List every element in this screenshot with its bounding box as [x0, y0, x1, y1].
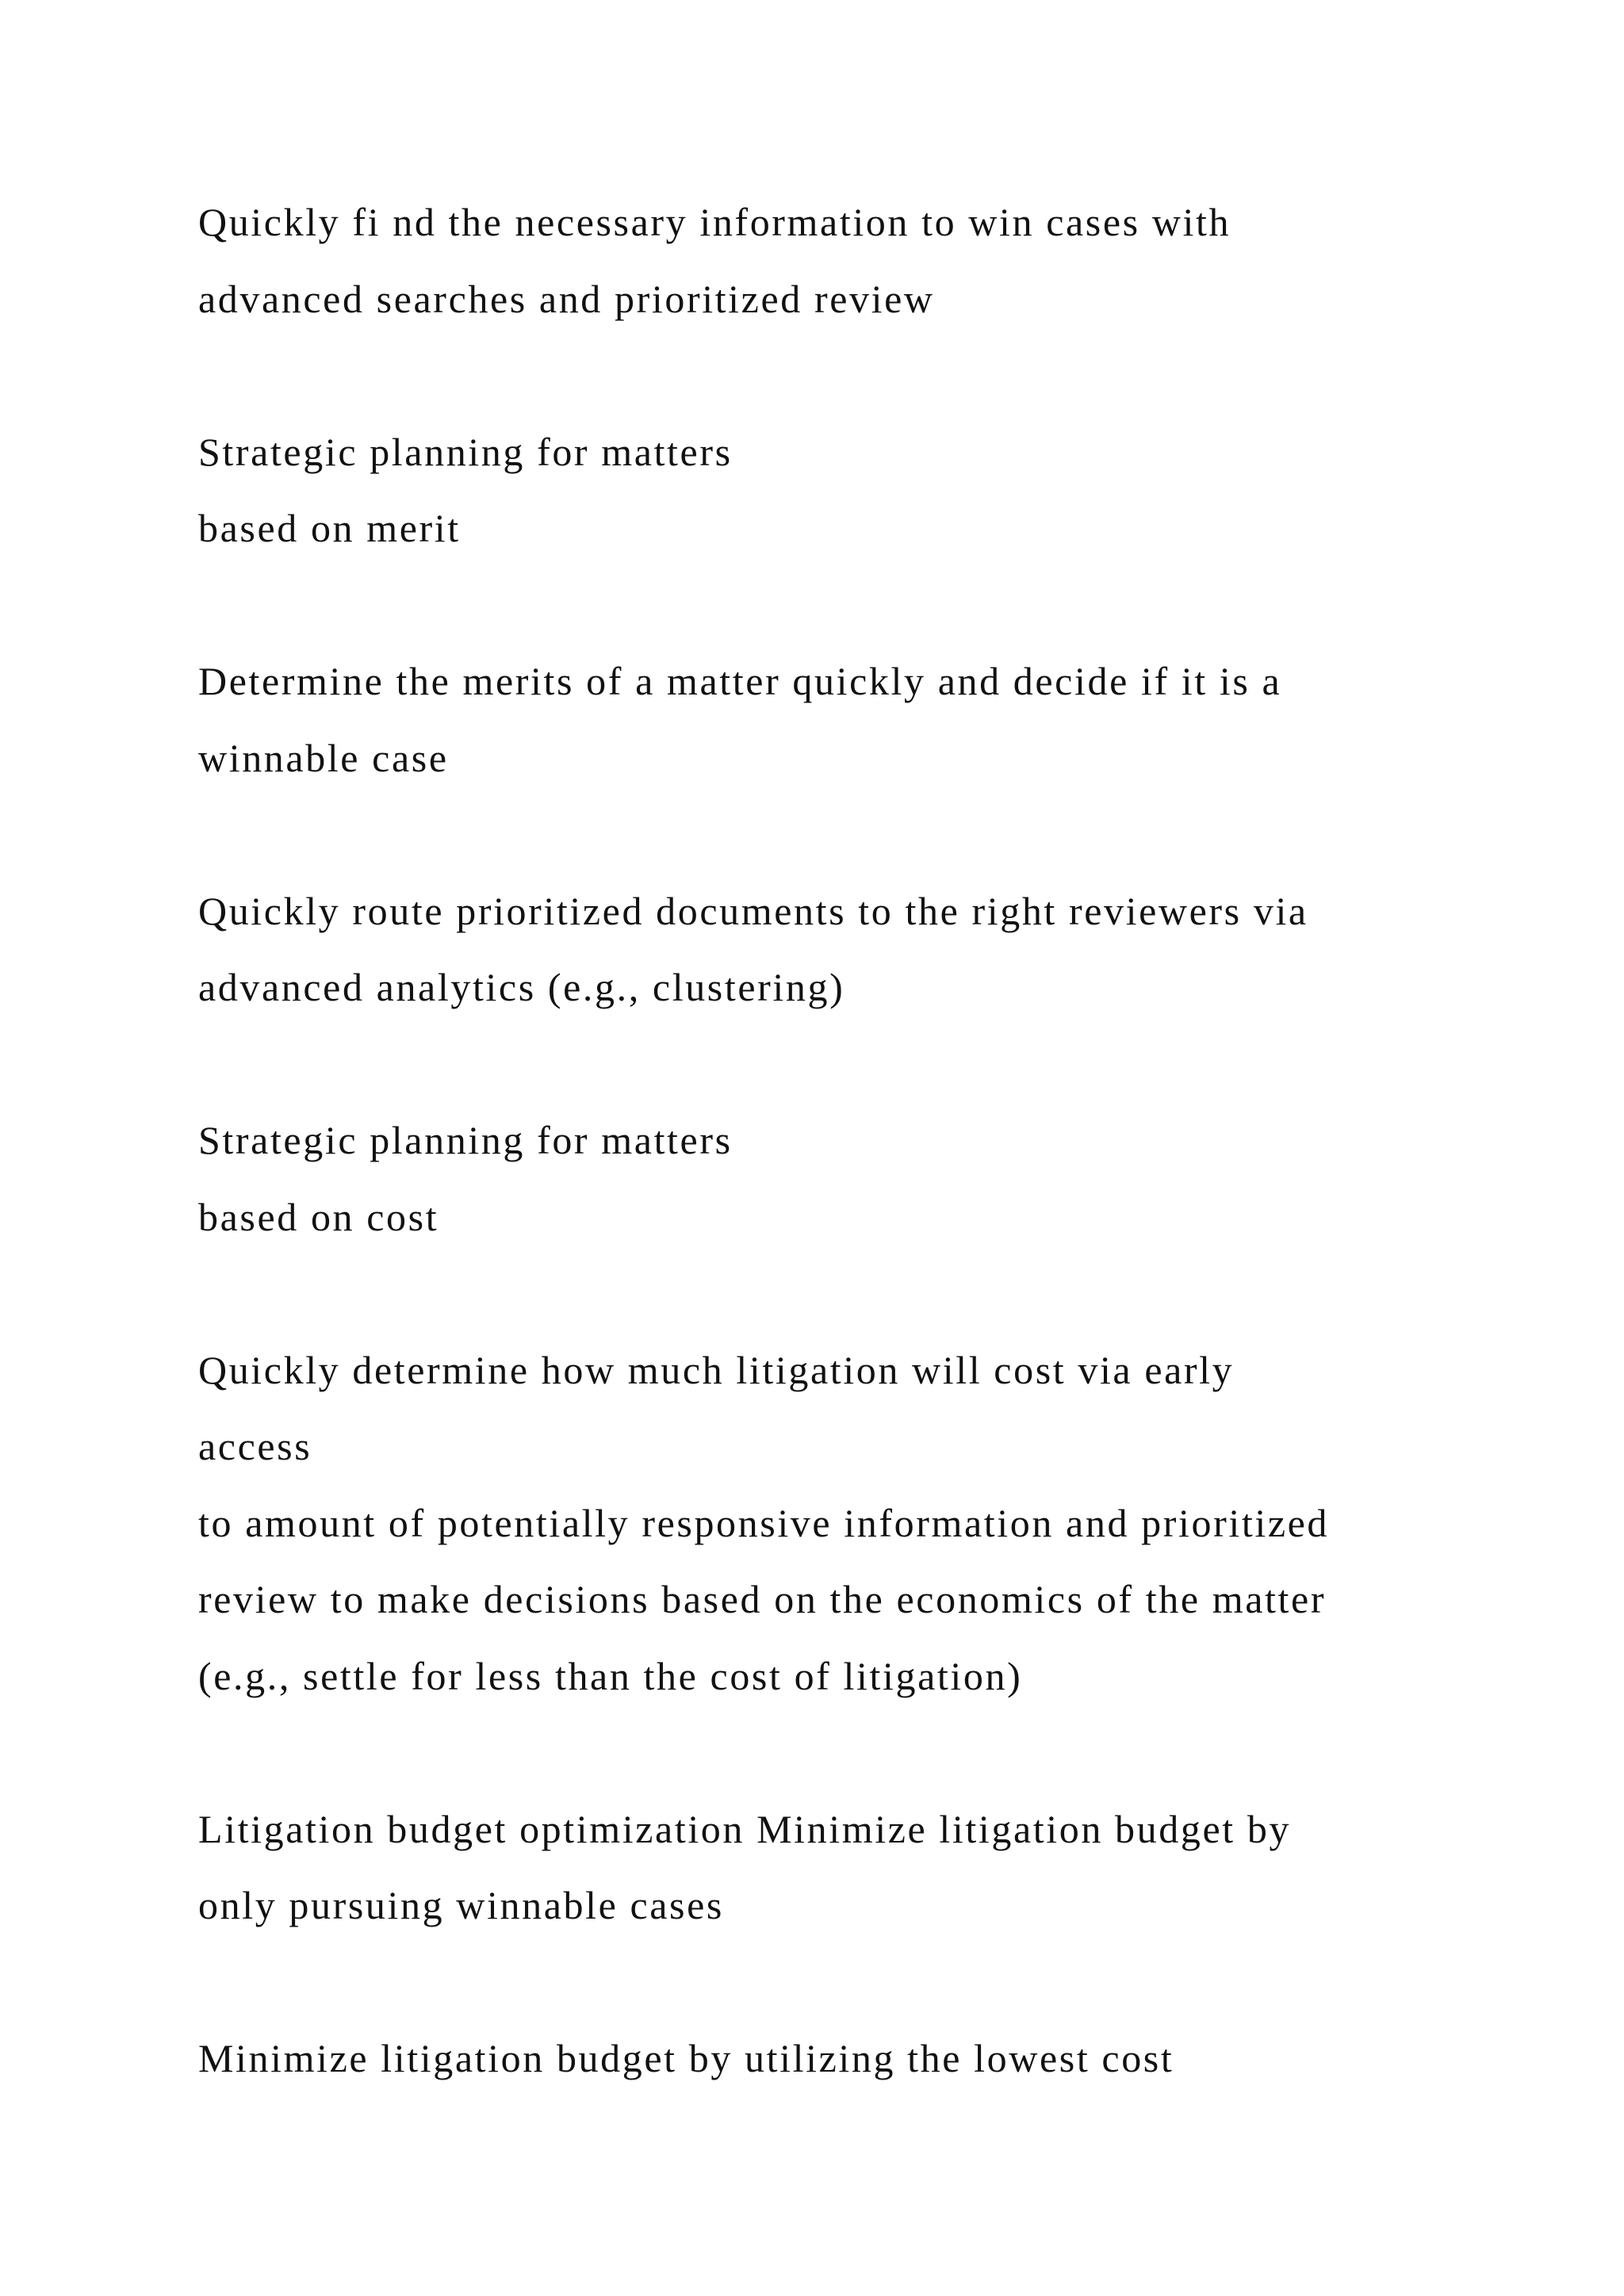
- text-line: advanced analytics (e.g., clustering): [198, 965, 845, 1009]
- paragraph-minimize-budget: [198, 2020, 1546, 2097]
- text-line: Strategic planning for matters: [198, 429, 733, 474]
- text-line: access: [198, 1424, 312, 1468]
- paragraph-find-information: [198, 184, 1546, 337]
- text-line: based on cost: [198, 1194, 439, 1239]
- text-line: only pursuing winnable cases: [198, 1883, 724, 1927]
- paragraph-route-documents: [198, 873, 1546, 1026]
- text-line: advanced searches and prioritized review: [198, 276, 935, 321]
- text-line: review to make decisions based on the economics of the matter: [198, 1577, 1327, 1621]
- text-line: winnable case: [198, 735, 449, 780]
- paragraph-budget-optimization: [198, 1791, 1546, 1944]
- paragraph-determine-merits: [198, 643, 1546, 796]
- paragraph-strategic-planning-merit: [198, 414, 1546, 567]
- text-line: Strategic planning for matters: [198, 1118, 733, 1162]
- document-body: [198, 184, 1546, 2173]
- text-line: Quickly fi nd the necessary information to win cases with: [198, 200, 1231, 244]
- text-line: Quickly determine how much litigation will cost via early: [198, 1347, 1235, 1392]
- paragraph-litigation-cost: [198, 1332, 1546, 1715]
- text-line: to amount of potentially responsive information and prioritized: [198, 1500, 1330, 1545]
- text-line: (e.g., settle for less than the cost of litigation): [198, 1653, 1023, 1698]
- text-line: Minimize litigation budget by utilizing the lowest cost: [198, 2036, 1174, 2080]
- paragraph-strategic-planning-cost: [198, 1102, 1546, 1255]
- text-line: Determine the merits of a matter quickly and decide if it is a: [198, 659, 1282, 703]
- text-line: Quickly route prioritized documents to the right reviewers via: [198, 888, 1308, 933]
- text-line: based on merit: [198, 506, 461, 550]
- text-line: Litigation budget optimization Minimize litigation budget by: [198, 1806, 1292, 1851]
